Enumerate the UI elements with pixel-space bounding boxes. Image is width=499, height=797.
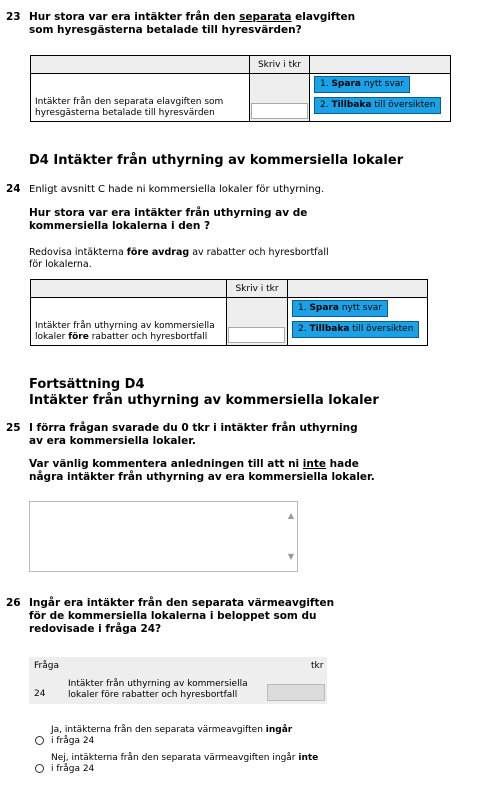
question-number-25: 25: [6, 422, 21, 434]
q24-answer-table: [30, 279, 428, 346]
scroll-down-icon[interactable]: ▼: [287, 552, 294, 561]
question-number-26: 26: [6, 597, 21, 609]
section-heading-d4: D4 Intäkter från uthyrning av kommersiella lokaler: [29, 153, 404, 168]
ref-header-tkr: tkr: [311, 661, 324, 671]
ref-question-label: Intäkter från uthyrning av kommersiella lokaler före rabatter och hyresbortfall: [68, 679, 248, 700]
q24-button-cell: [288, 298, 428, 346]
q23-answer-table: [30, 55, 451, 122]
option-no-radio[interactable]: [35, 764, 44, 773]
q23-header-blank: [31, 56, 250, 74]
q24-row-label: Intäkter från uthyrning av kommersiella lokaler före rabatter och hyresbortfall: [31, 298, 227, 346]
q24-header-blank: [31, 280, 227, 298]
question-26-text: Ingår era intäkter från den separata värmeavgiften för de kommersiella lokalerna i beloppet som du redovisade i fråga 24?: [29, 597, 335, 635]
save-button-2[interactable]: 1. Spara nytt svar: [292, 300, 388, 317]
q24-note: Redovisa intäkterna före avdrag av rabatter och hyresbortfall för lokalerna.: [29, 247, 329, 270]
q23-input-cell: [250, 74, 310, 122]
q24-column-header: Skriv i tkr: [227, 280, 288, 298]
question-number-23: 23: [6, 11, 21, 23]
q26-reference-box: [29, 657, 327, 704]
option-yes-label: Ja, intäkterna från den separata värmeavgiften ingår i fråga 24: [51, 725, 293, 746]
q24-tkr-input[interactable]: [228, 327, 285, 343]
question-25-instruction: Var vänlig kommentera anledningen till att ni inte hade några intäkter från uthyrning av era kommersiella lokaler.: [29, 458, 375, 483]
q23-row-label: Intäkter från den separata elavgiften som hyresgästerna betalade till hyresvärden: [31, 74, 250, 122]
question-23-text: Hur stora var era intäkter från den separata elavgiften som hyresgästerna betalade till hyresvärden?: [29, 11, 356, 36]
question-25-text: I förra frågan svarade du 0 tkr i intäkter från uthyrning av era kommersiella lokaler.: [29, 422, 358, 447]
q23-column-header: Skriv i tkr: [250, 56, 310, 74]
q23-header-blank-2: [310, 56, 451, 74]
q24-intro: Enligt avsnitt C hade ni kommersiella lokaler för uthyrning.: [29, 184, 325, 195]
back-to-overview-button-2[interactable]: 2. Tillbaka till översikten: [292, 321, 419, 338]
q23-tkr-input[interactable]: [251, 103, 308, 119]
q24-input-cell: [227, 298, 288, 346]
ref-tkr-readonly: [267, 684, 325, 701]
question-number-24: 24: [6, 183, 21, 195]
q23-button-cell: [310, 74, 451, 122]
save-button[interactable]: 1. Spara nytt svar: [314, 76, 410, 93]
option-yes-radio[interactable]: [35, 736, 44, 745]
question-24-text: Hur stora var era intäkter från uthyrning av de kommersiella lokalerna i den ?: [29, 207, 308, 232]
option-no-label: Nej, intäkterna från den separata värmeavgiften ingår inte i fråga 24: [51, 753, 319, 774]
q24-header-blank-2: [288, 280, 428, 298]
back-to-overview-button[interactable]: 2. Tillbaka till översikten: [314, 97, 441, 114]
scroll-up-icon[interactable]: ▲: [287, 511, 294, 520]
ref-question-number: 24: [34, 689, 46, 699]
comment-textarea[interactable]: [29, 501, 298, 572]
ref-header-question: Fråga: [34, 661, 59, 671]
continuation-heading: Fortsättning D4 Intäkter från uthyrning av kommersiella lokaler: [29, 377, 379, 408]
